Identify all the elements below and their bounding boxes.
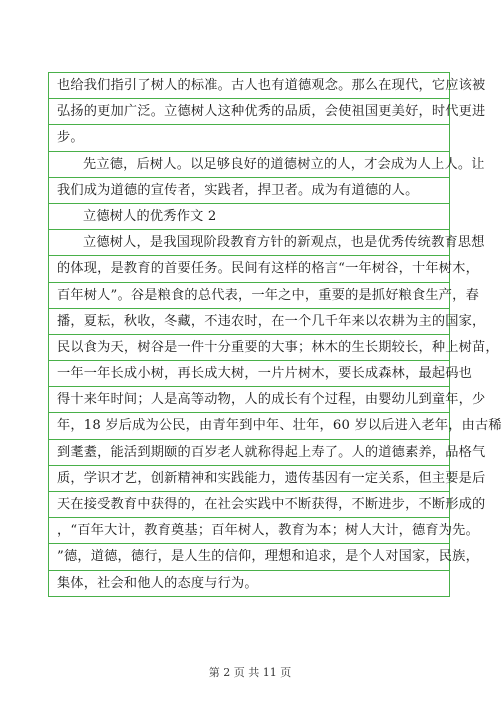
text-line-content: ”德，道德，德行，是人生的信仰，理想和追求，是个人对国家，民族， (57, 549, 479, 565)
text-line (49, 178, 449, 204)
text-line-content: 立德树人的优秀作文 2 (83, 208, 217, 224)
text-line (49, 309, 486, 335)
text-line (49, 518, 479, 544)
text-line (49, 413, 502, 439)
text-line (49, 571, 449, 597)
text-line (49, 256, 479, 282)
text-line-content: 步。 (57, 130, 84, 146)
text-line-content: 到耄耋，能活到期颐的百岁老人就称得起上寿了。人的道德素养，品格气 (57, 444, 486, 460)
text-line-content: 弘扬的更加广泛。立德树人这种优秀的品质，会使祖国更美好，时代更进 (57, 104, 486, 120)
text-line-content: 年，18 岁后成为公民，由青年到中年、壮年，60 岁以后进入老年，由古稀 (57, 418, 502, 434)
ruled-text-frame (48, 72, 502, 597)
text-line-content: 百年树人”。谷是粮食的总代表，一年之中，重要的是抓好粮食生产，春 (57, 287, 479, 303)
text-line (49, 283, 479, 309)
text-line-content: 我们成为道德的宣传者，实践者，捍卫者。成为有道德的人。 (57, 182, 419, 198)
text-line-content: 先立德，后树人。以足够良好的道德树立的人，才会成为人上人。让 (83, 156, 485, 172)
text-line (49, 544, 479, 570)
text-line (49, 125, 449, 151)
text-line (49, 361, 473, 387)
text-line-content: 天在接受教育中获得的，在社会实践中不断获得，不断进步，不断形成的 (57, 497, 486, 512)
text-line (49, 466, 486, 492)
text-line-content: 也给我们指引了树人的标准。古人也有道德观念。那么在现代，它应该被 (57, 78, 486, 93)
text-line (49, 204, 449, 230)
text-line-content: 播，夏耘，秋收，冬藏，不违农时，在一个几千年来以农耕为主的国家， (57, 313, 486, 329)
text-line-content: 一年一年长成小树，再长成大树，一片片树木，要长成森林，最起码也 (57, 366, 473, 382)
text-line (49, 230, 485, 256)
text-line-content: 立德树人，是我国现阶段教育方针的新观点，也是优秀传统教育思想 (83, 235, 485, 251)
text-line-content: 的体现，是教育的首要任务。民间有这样的格言“一年树谷，十年树木， (57, 261, 479, 277)
text-line (49, 440, 486, 466)
page-number-footer: 第 2 页 共 11 页 (208, 666, 292, 679)
text-line-content: 得十来年时间；人是高等动物，人的成长有个过程，由婴幼儿到童年，少 (57, 392, 486, 408)
text-line-content: 集体，社会和他人的态度与行为。 (57, 575, 258, 591)
text-line-content: 民以食为天，树谷是一件十分重要的大事；林木的生长期较长，种上树苗， (57, 339, 499, 355)
text-line-content: 质，学识才艺，创新精神和实践能力，遗传基因有一定关系，但主要是后 (57, 470, 486, 486)
text-line (49, 152, 485, 178)
text-line (49, 99, 486, 125)
text-line (49, 335, 499, 361)
text-line (49, 492, 486, 518)
text-line (49, 73, 486, 99)
text-line-content: ，“百年大计，教育奠基；百年树人，教育为本；树人大计，德育为先。 (57, 523, 479, 539)
text-line (49, 387, 486, 413)
